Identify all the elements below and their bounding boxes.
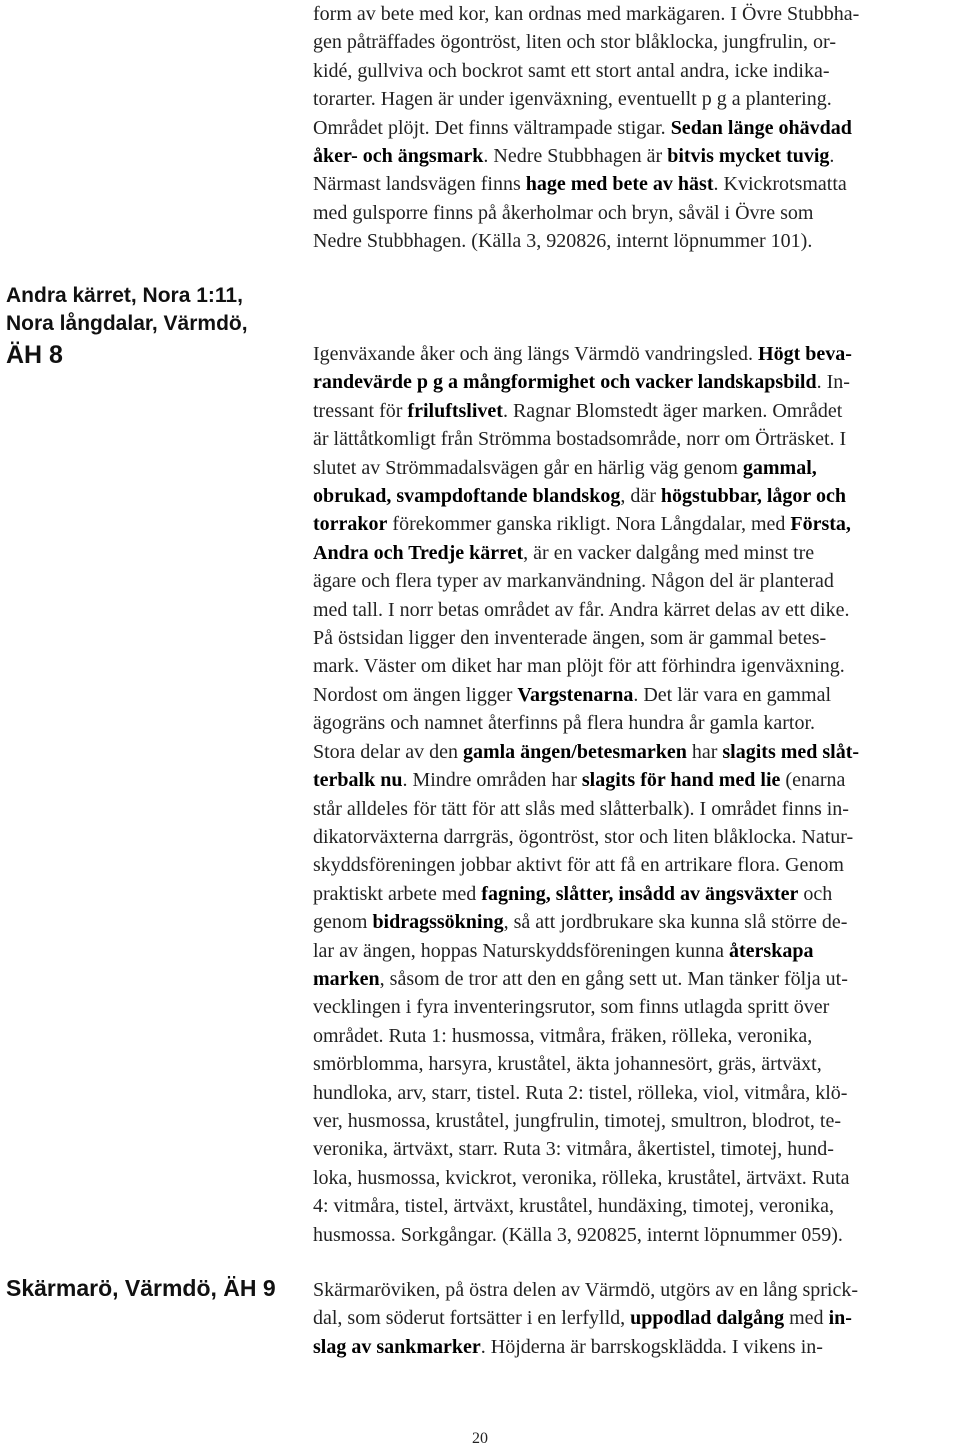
text-run: . Höjderna är barrskogsklädda. I vikens in- bbox=[480, 1335, 823, 1358]
text-line bbox=[313, 227, 960, 255]
text-run: (enarna bbox=[780, 769, 846, 792]
text-line bbox=[313, 199, 960, 227]
text-line bbox=[313, 1221, 960, 1249]
text-run: med gulsporre finns på åkerholmar och bryn, såväl i Övre som bbox=[313, 201, 814, 224]
text-run: loka, husmossa, kvickrot, veronika, rölleka, kruståtel, ärtväxt. Ruta bbox=[313, 1166, 850, 1189]
text-run: lar av ängen, hoppas Naturskyddsföreningen kunna bbox=[313, 939, 729, 962]
text-line bbox=[313, 652, 960, 680]
text-run: Nedre Stubbhagen. (Källa 3, 920826, internt löpnummer 101). bbox=[313, 230, 813, 253]
bold-text: uppodlad dalgång bbox=[630, 1307, 785, 1330]
text-run: Nordost om ängen ligger bbox=[313, 683, 518, 706]
text-line bbox=[313, 482, 960, 510]
text-run: med bbox=[784, 1307, 829, 1330]
text-run: Närmast landsvägen finns bbox=[313, 173, 526, 196]
heading-line: Skärmarö, Värmdö, ÄH 9 bbox=[6, 1275, 276, 1301]
bold-text: in- bbox=[828, 1307, 852, 1330]
text-line bbox=[313, 1135, 960, 1163]
text-line bbox=[313, 738, 960, 766]
text-run: smörblomma, harsyra, kruståtel, äkta johannesört, gräs, ärtväxt, bbox=[313, 1053, 822, 1076]
text-run: är lättåtkomligt från Strömma bostadsområde, norr om Örträsket. I bbox=[313, 428, 847, 451]
text-run: hundloka, arv, starr, tistel. Ruta 2: tistel, rölleka, viol, vitmåra, klö- bbox=[313, 1081, 848, 1104]
text-run: torarter. Hagen är under igenväxning, eventuellt p g a plantering. bbox=[313, 88, 832, 111]
text-run: . bbox=[829, 145, 835, 168]
bold-text: slagits med slåt- bbox=[722, 740, 860, 763]
bold-text: obrukad, svampdoftande blandskog bbox=[313, 485, 621, 508]
text-run: 4: vitmåra, tistel, ärtväxt, kruståtel, hundäxing, timotej, veronika, bbox=[313, 1195, 834, 1218]
text-run: . In- bbox=[816, 371, 850, 394]
bold-text: Högt beva- bbox=[758, 343, 852, 365]
text-run: . Ragnar Blomstedt äger marken. Området bbox=[502, 399, 843, 422]
text-run: ägare och flera typer av markanvändning. Någon del är planterad bbox=[313, 570, 834, 593]
bold-text: slag av sankmarker bbox=[313, 1335, 481, 1358]
text-run: slutet av Strömmadalsvägen går en härlig väg genom bbox=[313, 456, 743, 479]
text-line bbox=[313, 1333, 960, 1361]
text-line bbox=[313, 709, 960, 737]
text-run: Området plöjt. Det finns vältrampade stigar. bbox=[313, 116, 671, 139]
text-line bbox=[313, 57, 960, 85]
text-run: skyddsföreningen jobbar aktivt för att få en artrikare flora. Genom bbox=[313, 854, 844, 877]
bold-text: terbalk nu bbox=[313, 769, 403, 792]
bold-text: torrakor bbox=[313, 513, 388, 536]
text-line bbox=[313, 993, 960, 1021]
bold-text: gamla ängen/betesmarken bbox=[462, 740, 687, 763]
text-line bbox=[313, 397, 960, 425]
text-line bbox=[313, 823, 960, 851]
text-line bbox=[313, 965, 960, 993]
bold-text: fagning, slåtter, insådd av ängsväxter bbox=[481, 882, 799, 905]
text-line bbox=[313, 795, 960, 823]
bold-text: slagits för hand med lie bbox=[581, 769, 781, 792]
bold-text: hage med bete av häst bbox=[525, 173, 714, 196]
text-run: gen påträffades ögontröst, liten och stor blåklocka, jungfrulin, or- bbox=[313, 31, 836, 54]
text-run: , så att jordbrukare ska kunna slå större de- bbox=[503, 911, 848, 934]
text-run: kidé, gullviva och bockrot samt ett stort antal andra, icke indika- bbox=[313, 59, 830, 82]
text-run: området. Ruta 1: husmossa, vitmåra, fräken, rölleka, veronika, bbox=[313, 1024, 813, 1047]
text-line bbox=[313, 510, 960, 538]
text-line bbox=[313, 142, 960, 170]
text-line bbox=[313, 766, 960, 794]
text-line bbox=[313, 454, 960, 482]
text-line bbox=[313, 1107, 960, 1135]
bold-text: randevärde p g a mångformighet och vacker landskapsbild bbox=[313, 371, 817, 394]
text-line bbox=[313, 1022, 960, 1050]
text-run: dikatorväxterna darrgräs, ögontröst, stor och liten blåklocka. Natur- bbox=[313, 825, 854, 848]
heading-line: Andra kärret, Nora 1:11, bbox=[6, 284, 243, 307]
text-run: Skärmaröviken, på östra delen av Värmdö, utgörs av en lång sprick- bbox=[313, 1279, 859, 1301]
text-line bbox=[313, 851, 960, 879]
text-line bbox=[313, 539, 960, 567]
text-line bbox=[313, 596, 960, 624]
text-line bbox=[313, 1050, 960, 1078]
text-line bbox=[313, 567, 960, 595]
text-run: står alldeles för tätt för att slås med slåtterbalk). I området finns in- bbox=[313, 797, 849, 820]
text-line bbox=[313, 1164, 960, 1192]
text-run: Stora delar av den bbox=[313, 740, 463, 763]
text-line bbox=[313, 880, 960, 908]
text-run: . Nedre Stubbhagen är bbox=[483, 145, 668, 168]
text-run: tressant för bbox=[313, 399, 408, 422]
bold-text: högstubbar, lågor och bbox=[660, 485, 846, 508]
text-run: har bbox=[686, 740, 723, 763]
bold-text: Andra och Tredje kärret bbox=[313, 541, 524, 564]
bold-text: Första, bbox=[790, 513, 851, 536]
text-run: genom bbox=[313, 911, 373, 934]
text-line bbox=[313, 340, 960, 368]
text-run: förekommer ganska rikligt. Nora Långdalar, med bbox=[387, 513, 791, 536]
text-run: med tall. I norr betas området av får. Andra kärret delas av ett dike. bbox=[313, 598, 850, 621]
text-line bbox=[313, 624, 960, 652]
text-run: form av bete med kor, kan ordnas med markägaren. I Övre Stubbha- bbox=[313, 3, 860, 25]
text-run: husmossa. Sorkgångar. (Källa 3, 920825, internt löpnummer 059). bbox=[313, 1223, 843, 1246]
text-run: dal, som söderut fortsätter i en lerfylld, bbox=[313, 1307, 631, 1330]
text-run: . Det lär vara en gammal bbox=[633, 683, 832, 706]
text-run: ver, husmossa, kruståtel, jungfrulin, timotej, smultron, blodrot, te- bbox=[313, 1109, 842, 1132]
text-run: praktiskt arbete med bbox=[313, 882, 482, 905]
text-line bbox=[313, 425, 960, 453]
text-run: , såsom de tror att den en gång sett ut. Man tänker följa ut- bbox=[379, 967, 848, 990]
text-run: , där bbox=[620, 485, 661, 508]
entry-ah8-body bbox=[313, 340, 960, 1249]
page-number: 20 bbox=[472, 1430, 488, 1447]
bold-text: marken bbox=[313, 967, 380, 990]
entry-ah9-heading bbox=[6, 1274, 276, 1302]
text-line bbox=[313, 0, 960, 28]
text-run: Igenväxande åker och äng längs Värmdö vandringsled. bbox=[313, 343, 759, 365]
text-line bbox=[313, 937, 960, 965]
text-line bbox=[313, 170, 960, 198]
bold-text: återskapa bbox=[729, 939, 814, 962]
bold-text: Vargstenarna bbox=[517, 683, 634, 706]
text-line bbox=[313, 1276, 960, 1304]
text-run: . Mindre områden har bbox=[402, 769, 582, 792]
text-line bbox=[313, 1304, 960, 1332]
text-run: mark. Väster om diket har man plöjt för att förhindra igenväxning. bbox=[313, 655, 845, 678]
text-line bbox=[313, 114, 960, 142]
text-run: och bbox=[798, 882, 833, 905]
text-line bbox=[313, 681, 960, 709]
bold-text: åker- och ängsmark bbox=[313, 145, 484, 168]
text-run: veronika, ärtväxt, starr. Ruta 3: vitmåra, åkertistel, timotej, hund- bbox=[313, 1138, 834, 1161]
text-run: . Kvickrotsmatta bbox=[713, 173, 847, 196]
text-line bbox=[313, 1079, 960, 1107]
text-line bbox=[313, 85, 960, 113]
entry-ah9-body bbox=[313, 1276, 960, 1361]
bold-text: friluftslivet bbox=[407, 399, 503, 422]
text-run: vecklingen i fyra inventeringsrutor, som finns utlagda spritt över bbox=[313, 996, 830, 1019]
heading-line: Nora långdalar, Värmdö, bbox=[6, 312, 248, 336]
bold-text: bitvis mycket tuvig bbox=[667, 145, 830, 168]
bold-text: gammal, bbox=[742, 456, 817, 479]
entry-ah8-heading bbox=[6, 282, 248, 371]
heading-code: ÄH 8 bbox=[6, 340, 63, 369]
entry-continuation-body bbox=[313, 0, 960, 256]
text-line bbox=[313, 1192, 960, 1220]
text-line bbox=[313, 908, 960, 936]
text-run: , är en vacker dalgång med minst tre bbox=[523, 541, 815, 564]
text-run: På östsidan ligger den inventerade ängen, som är gammal betes- bbox=[313, 627, 827, 650]
bold-text: bidragssökning bbox=[372, 911, 504, 934]
text-run: ägogräns och namnet återfinns på flera hundra år gamla kartor. bbox=[313, 712, 816, 735]
text-line bbox=[313, 368, 960, 396]
bold-text: Sedan länge ohävdad bbox=[670, 116, 852, 139]
text-line bbox=[313, 28, 960, 56]
